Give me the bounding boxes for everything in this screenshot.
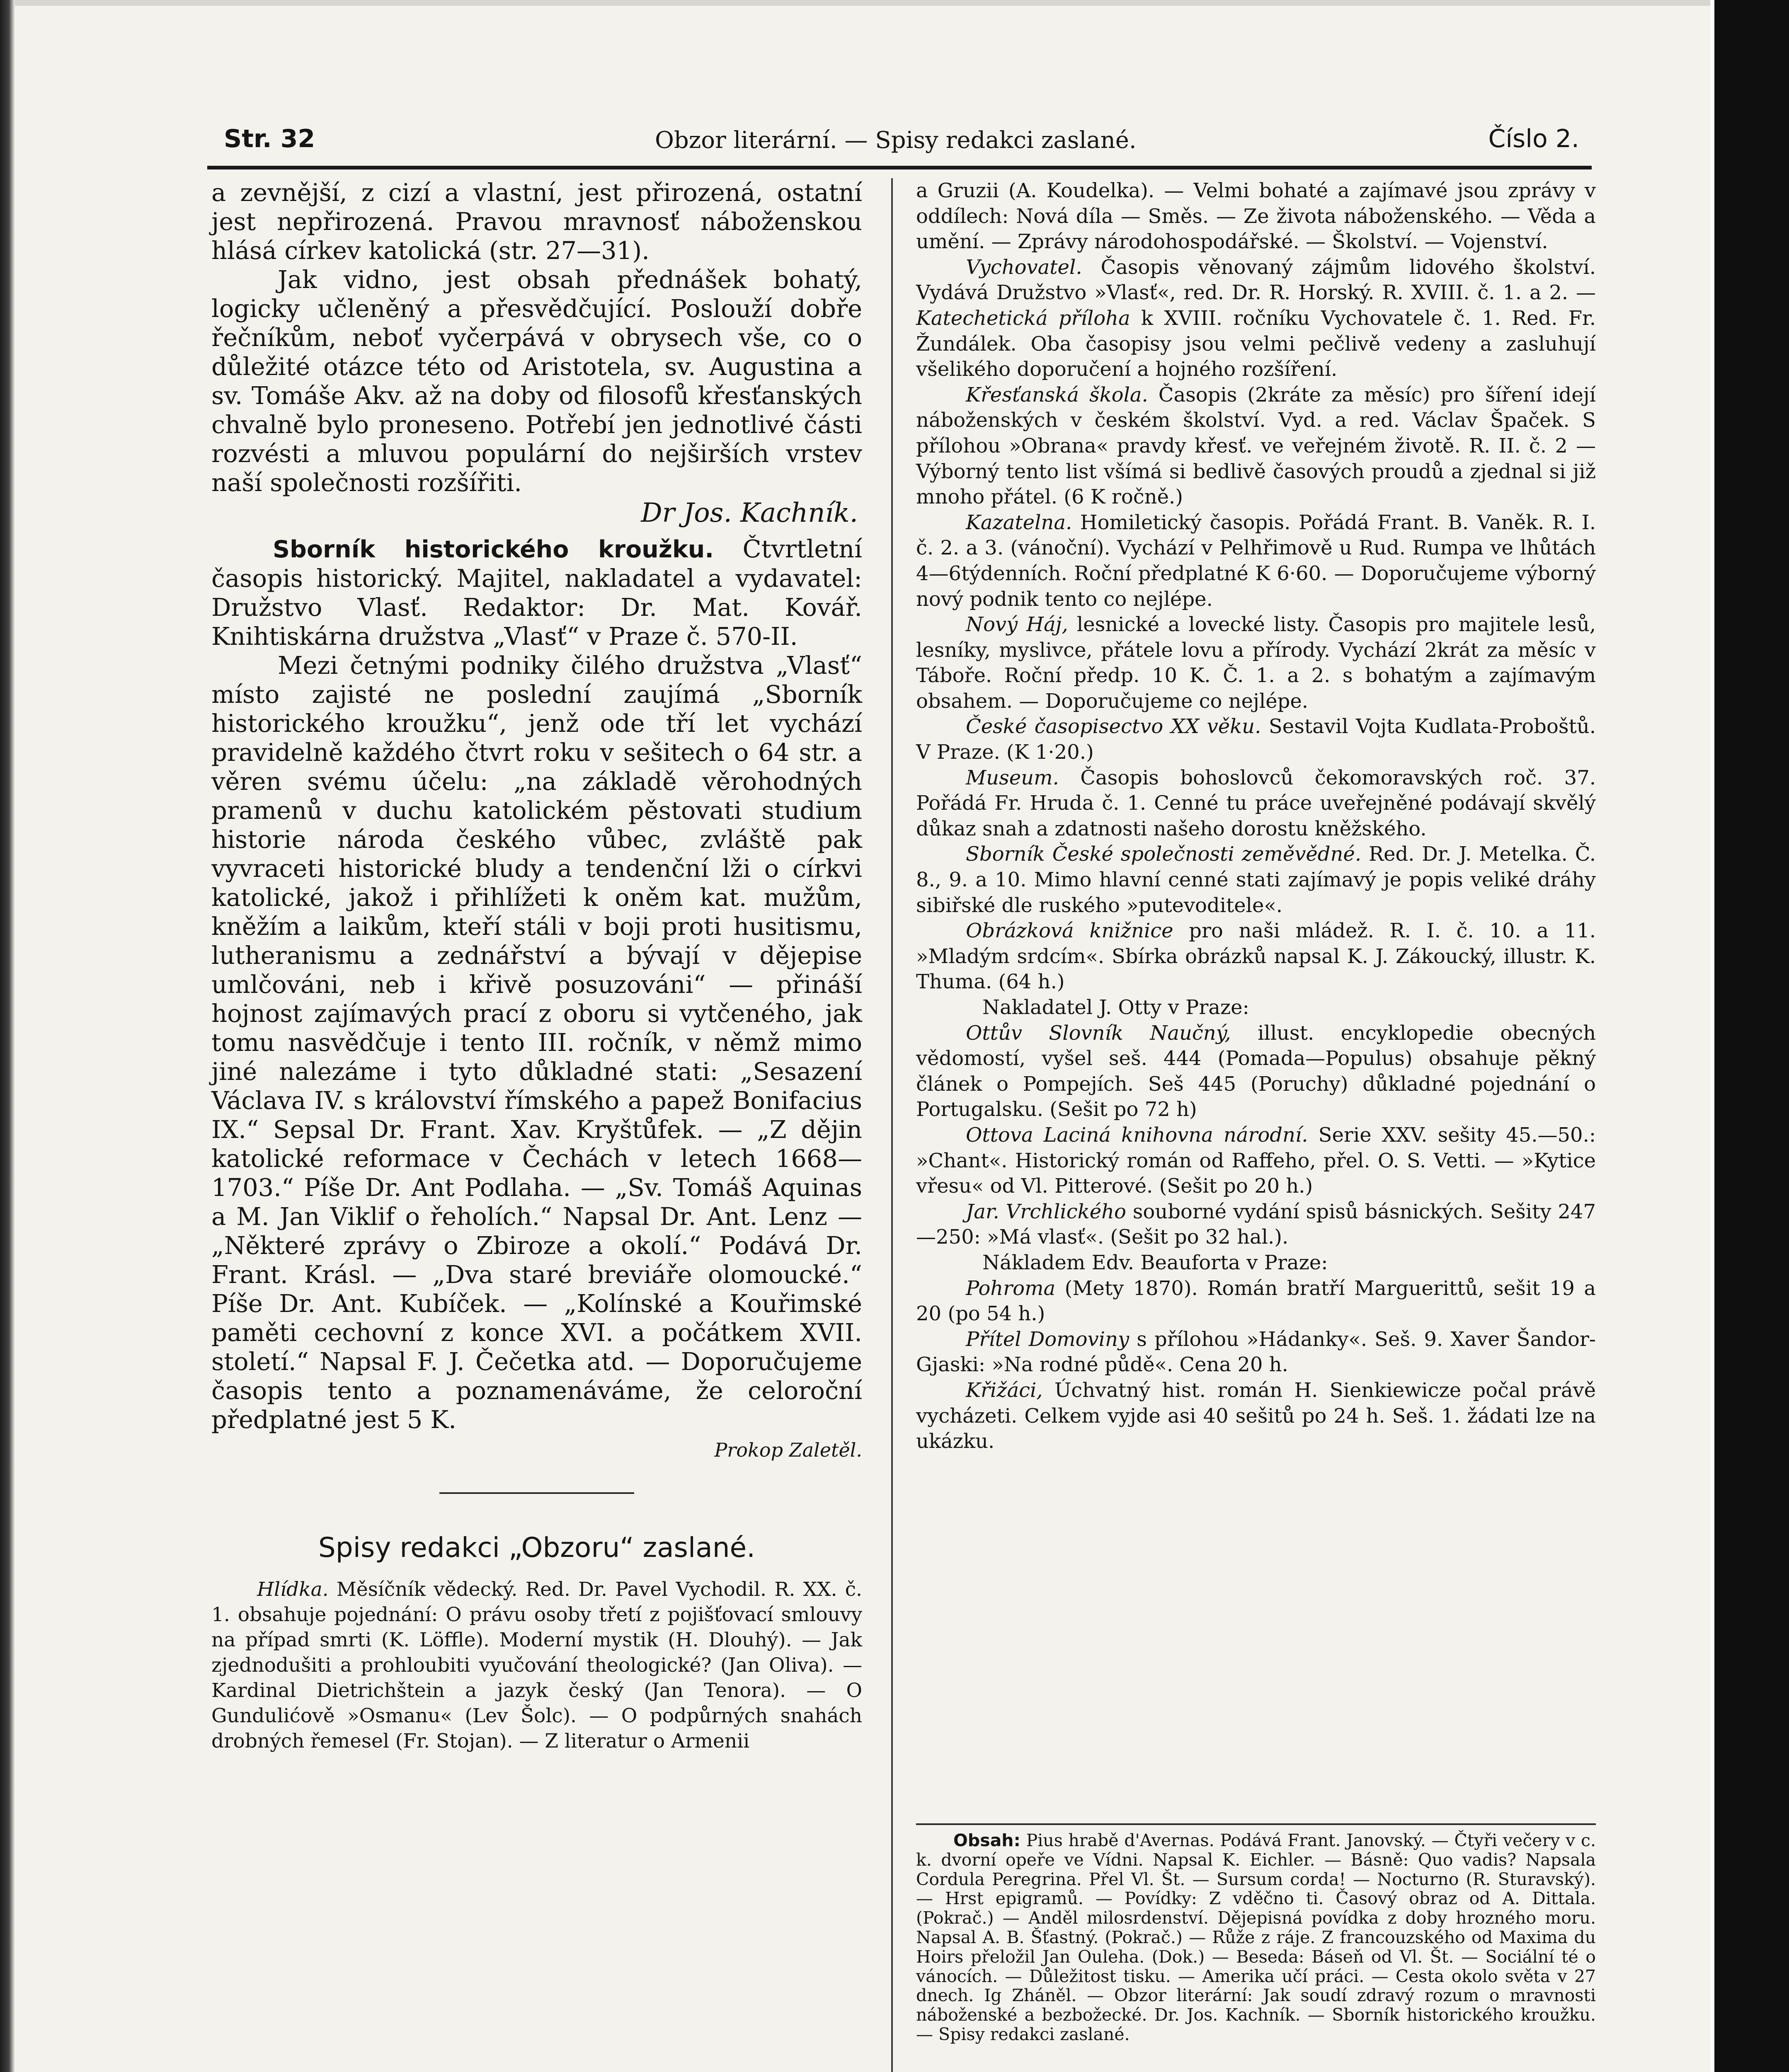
signature-kachnik: Dr Jos. Kachník.	[641, 498, 858, 528]
table-of-contents	[916, 1831, 1596, 2044]
entry-pohroma: Pohroma (Mety 1870). Román bratří Marguerittů, sešit 19 a 20 (po 54 h.)	[916, 1276, 1596, 1326]
entry-hlidka: Hlídka. Měsíčník vědecký. Red. Dr. Pavel Vychodil. R. XX. č. 1. obsahuje pojednání: O právu osoby třetí z pojišťovací smlouvy na případ smrti (K. Löffle). Moderní mystik (H. Dlouhý). — Jak zjednodušiti a prohloubiti vyučování theologické? (Jan Oliva). — Kardinal Dietrichštein a jazyk český (Jan Tenora). — O Gundulićově »Osmanu« (Lev Šolc). — O podpůrných snahách drobných řemesel (Fr. Stojan). — Z literatur o Armenii	[211, 1578, 862, 1752]
sbornik-body: Mezi četnými podniky čilého družstva „Vlasť“ místo zajisté ne poslední zaujímá „Sborník historického kroužku“, jenž ode tří let vychází pravidelně každého čtvrt roku v sešitech o 64 str. a věren svému účelu: „na základě věrohodných pramenů v duchu katolickém pěstovati studium historie národa českého vůbec, zvláště pak vyvraceti historické bludy a tendenční lži o církvi katolické, jakož i přihlížeti k oněm kat. mužům, kněžím a laikům, kteří stáli v boji proti husitismu, lutheranismu a zednářství a bývají v dějepise umlčováni, neb i křivě posuzováni“ — přináší hojnost zajímavých prací z oboru si vytčeného, jak tomu nasvědčuje i tento III. ročník, v němž mimo jiné nalezáme i tyto důkladné stati: „Sesazení Václava IV. s království římského a papež Bonifacius IX.“ Sepsal Dr. Frant. Xav. Kryštůfek. — „Z dějin katolické reformace v Čechách v letech 1668—1703.“ Píše Dr. Ant Podlaha. — „Sv. Tomáš Aquinas a M. Jan Viklif o řeholích.“ Napsal Dr. Ant. Lenz — „Některé zprávy o Zbiroze a okolí.“ Podává Dr. Frant. Krásl. — „Dva staré breviáře olomoucké.“ Píše Dr. Ant. Kubíček. — „Kolínské a Kouřimské paměti cechovní z konce XVI. a počátkem XVII. století.“ Napsal F. J. Čečetka atd. — Doporučujeme časopis tento a poznamenáváme, že celoroční předplatné jest 5 K.	[211, 651, 862, 1434]
entry-obrazkova-knihovna: Obrázková knižnice pro naši mládež. R. I. č. 10. a 11. »Mladým srdcím«. Sbírka obrázků napsal K. J. Zákoucký, illustr. K. Thuma. (64 h.)	[916, 919, 1596, 994]
contents-text: Pius hrabě d'Avernas. Podává Frant. Janovský. — Čtyři večery v c. k. dvorní opeře ve Vídni. Napsal K. Eichler. — Básně: Quo vadis? Napsala Cordula Peregrina. Přel Vl. Št. — Sursum corda! — Nocturno (R. Sturavský). — Hrst epigramů. — Povídky: Z vděčno ti. Časový obraz od A. Dittala. (Pokrač.) — Anděl milosrdenství. Dějepisná povídka z doby hrozného moru. Napsal A. B. Šťastný. (Pokrač.) — Růže z ráje. Z francouzského od Maxima du Hoirs přeložil Jan Ouleha. (Dok.) — Beseda: Báseň od Vl. Št. — Sociální té o vánocích. — Důležitost tisku. — Amerika učí práci. — Cesta okolo světa v 27 dnech. Ig Zháněl. — Obzor literární: Jak soudí zdravý rozum o mravnosti náboženské a bezbožecké. Dr. Jos. Kachník. — Sborník historického kroužku. — Spisy redakci zaslané.	[916, 1830, 1596, 2044]
column-divider	[891, 178, 893, 2072]
running-header	[224, 124, 1579, 162]
contents-label: Obsah:	[953, 1830, 1021, 1850]
entry-ottova-knihovna: Ottova Laciná knihovna národní. Serie XXV. sešity 45.—50.: »Chant«. Historický román od Raffeho, přel. O. S. Vetti. — »Kytice vřesu« od Vl. Pitterové. (Sešit po 20 h.)	[916, 1123, 1596, 1198]
review-continuation: a zevnější, z cizí a vlastní, jest přirozená, ostatní jest nepřirozená. Pravou mravnosť náboženskou hlásá církev katolická (str. 27—31).	[211, 178, 862, 265]
entry-ottuv-slovnik: Ottův Slovník Naučný, illust. encyklopedie obecných vědomostí, vyšel seš. 444 (Pomada—Populus) obsahuje pěkný článek o Pompejích. Seš 445 (Poruchy) důkladné pojednání o Portugalsku. (Sešit po 72 h)	[916, 1021, 1596, 1121]
review-sbornik	[211, 535, 862, 1434]
signature-zaletel: Prokop Zaletěl.	[714, 1439, 862, 1461]
entry-vrchlicky: Jar. Vrchlického souborné vydání spisů básnických. Sešity 247—250: »Má vlasť«. (Sešit po 32 hal.).	[916, 1200, 1596, 1249]
entry-sbornik-csz: Sborník České společnosti zeměvědné. Red. Dr. J. Metelka. Č. 8., 9. a 10. Mimo hlavní cenné stati zajímavý je popis veliké dráhy sibiřské dle ruského »putevoditele«.	[916, 842, 1596, 917]
received-list	[916, 178, 1596, 1455]
entry-museum: Museum. Časopis bohoslovců čekomoravských roč. 37. Pořádá Fr. Hruda č. 1. Cenné tu práce uveřejněné podávají skvělý důkaz snah a zdatnosti našeho dorostu kněžského.	[916, 766, 1596, 840]
review-paragraph: Jak vidno, jest obsah přednášek bohatý, logicky učleněný a přesvědčující. Poslouží dobře řečníkům, neboť vyčerpává v obrysech vše, co o důležité otázce této od Aristotela, sv. Augustina a sv. Tomáše Akv. až na doby od filosofů křesťanských chvalně bylo proneseno. Potřebí jen jednotlivé části rozvésti a mluvou populární do nejširších vrstev naší společnosti rozšířiti.	[211, 265, 862, 497]
scan-border-right	[1710, 0, 1789, 2072]
entry-ceske-casopisectvo: České časopisectvo XX věku. Sestavil Vojta Kudlata-Proboštů. V Praze. (K 1·20.)	[916, 715, 1596, 764]
page-number: Str. 32	[224, 124, 315, 153]
section-heading: Spisy redakci „Obzoru“ zaslané.	[318, 1532, 756, 1564]
entry-vychovatel: Vychovatel. Časopis věnovaný zájmům lidového školství. Vydává Družstvo »Vlasť«, red. Dr. R. Horský. R. XVIII. č. 1. a 2. — Katechetická příloha k XVIII. ročníku Vychovatele č. 1. Red. Fr. Žundálek. Oba časopisy jsou velmi pečlivě vedeny a zasluhují všelikého doporučení a hojného rozšíření.	[916, 255, 1596, 381]
entry-pritel-domoviny: Přítel Domoviny s přílohou »Hádanky«. Seš. 9. Xaver Šandor-Gjaski: »Na rodné půdě«. Cena 20 h.	[916, 1327, 1596, 1377]
issue-number: Číslo 2.	[1488, 124, 1579, 153]
left-column	[211, 178, 862, 1754]
right-column	[916, 178, 1596, 1455]
entry-novy-haj: Nový Háj, lesnické a lovecké listy. Časopis pro majitele lesů, lesníky, myslivce, přátele lovu a přírody. Vychází 2krát za měsíc v Táboře. Roční předp. 10 K. Č. 1. a 2. s bohatým a zajímavým obsahem. — Doporučujeme co nejlépe.	[916, 613, 1596, 713]
contents-rule	[916, 1823, 1596, 1825]
entry-krestanska-skola: Křesťanská škola. Časopis (2kráte za měsíc) pro šíření idejí náboženských v českém školství. Vyd. a red. Václav Špaček. S přílohou »Obrana« pravdy křesť. ve veřejném životě. R. II. č. 2 — Výborný tento list všímá si bedlivě časových proudů a zjednal si již mnoho přátel. (6 K ročně.)	[916, 383, 1596, 509]
header-rule	[207, 166, 1592, 169]
review-kachnik	[211, 178, 862, 497]
publisher-beaufort: Nákladem Edv. Beauforta v Praze:	[982, 1251, 1328, 1274]
entry-krizaci: Křižáci, Úchvatný hist. román H. Sienkiewicze počal právě vycházeti. Celkem vyjde asi 40 sešitů po 24 h. Seš. 1. žádati lze na ukázku.	[916, 1378, 1596, 1453]
entry-title: Hlídka.	[257, 1578, 329, 1601]
section-divider	[439, 1492, 634, 1494]
sbornik-intro: Sborník historického kroužku. Čtvrtletní časopis historický. Majitel, nakladatel a vydavatel: Družstvo Vlasť. Redaktor: Dr. Mat. Kovář. Knihtiskárna družstva „Vlasť“ v Praze č. 570-II.	[211, 535, 862, 651]
sbornik-title: Sborník historického kroužku.	[273, 536, 714, 563]
publisher-otty: Nakladatel J. Otty v Praze:	[982, 996, 1249, 1019]
entry-kazatelna: Kazatelna. Homiletický časopis. Pořádá Frant. B. Vaněk. R. I. č. 2. a 3. (vánoční). Vychází v Pelhřimově u Rud. Rumpa ve lhůtách 4—6týdenních. Roční předplatné K 6·60. — Doporučujeme výborný nový podnik tento co nejlépe.	[916, 511, 1596, 611]
entry-continuation: a Gruzii (A. Koudelka). — Velmi bohaté a zajímavé jsou zprávy v oddílech: Nová díla — Směs. — Ze života náboženského. — Věda a umění. — Zprávy národohospodářské. — Školství. — Vojenství.	[916, 179, 1596, 254]
running-title: Obzor literární. — Spisy redakci zaslané.	[655, 127, 1137, 154]
